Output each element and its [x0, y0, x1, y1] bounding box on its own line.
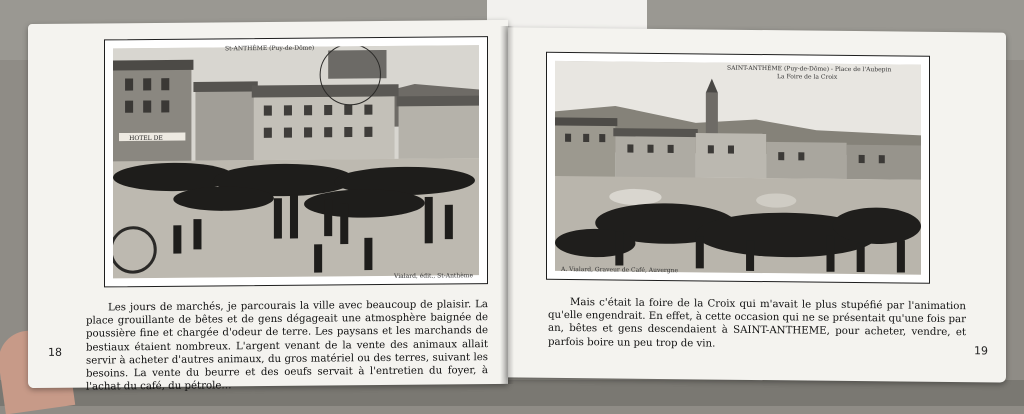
page-number-left: 18 [48, 345, 62, 359]
right-photo-frame [546, 52, 930, 284]
left-photo-frame [104, 36, 488, 287]
left-photo-caption-top: St-ANTHÈME (Puy-de-Dôme) [225, 44, 315, 53]
right-page [508, 27, 1006, 382]
left-photo [113, 45, 479, 278]
left-page [28, 20, 508, 393]
right-photo-caption-top: SAINT-ANTHÈME (Puy-de-Dôme) - Place de l'Aubepin [727, 64, 892, 74]
left-photo-caption-bottom: Vialard, édit., St-Anthème [394, 272, 473, 280]
left-paragraph-block [86, 298, 488, 394]
book-gutter [500, 26, 514, 384]
right-paragraph: Mais c'était la foire de la Croix qui m'avait le plus stupéfié par l'animation qu'elle engendrait. En effet, à cette occasion qui ne se présentait qu'une fois par an, bêtes et gens descendaient à SAINT-ANTHEME, pour acheter, vendre, et parfois boire un peu trop de vin. [548, 297, 966, 350]
right-photo-caption-top-line2: La Foire de la Croix [777, 73, 838, 81]
market-scene-image [113, 45, 479, 278]
hotel-sign: HOTEL DE [129, 134, 163, 143]
right-paragraph-block [548, 296, 966, 353]
fair-scene-image [555, 61, 921, 275]
right-photo [555, 61, 921, 275]
right-photo-caption-bottom: A. Vialard, Graveur de Café, Auvergne [561, 265, 679, 275]
left-paragraph: Les jours de marchés, je parcourais la ville avec beaucoup de plaisir. La place grouillante de bêtes et de gens dégageait une atmosphère baignée de poussière fine et chargée d'odeur de terre. Les paysans et les marchands de bestiaux étaient nombreux. L'argent venant de la vente des animaux allait servir à acheter d'autres animaux, du gros matériel ou des terres, suivant les besoins. La vente du beurre et des oeufs servait à l'entretien du foyer, à l'achat du café, du pétrole… [86, 299, 488, 393]
page-number-right: 19 [974, 344, 988, 358]
